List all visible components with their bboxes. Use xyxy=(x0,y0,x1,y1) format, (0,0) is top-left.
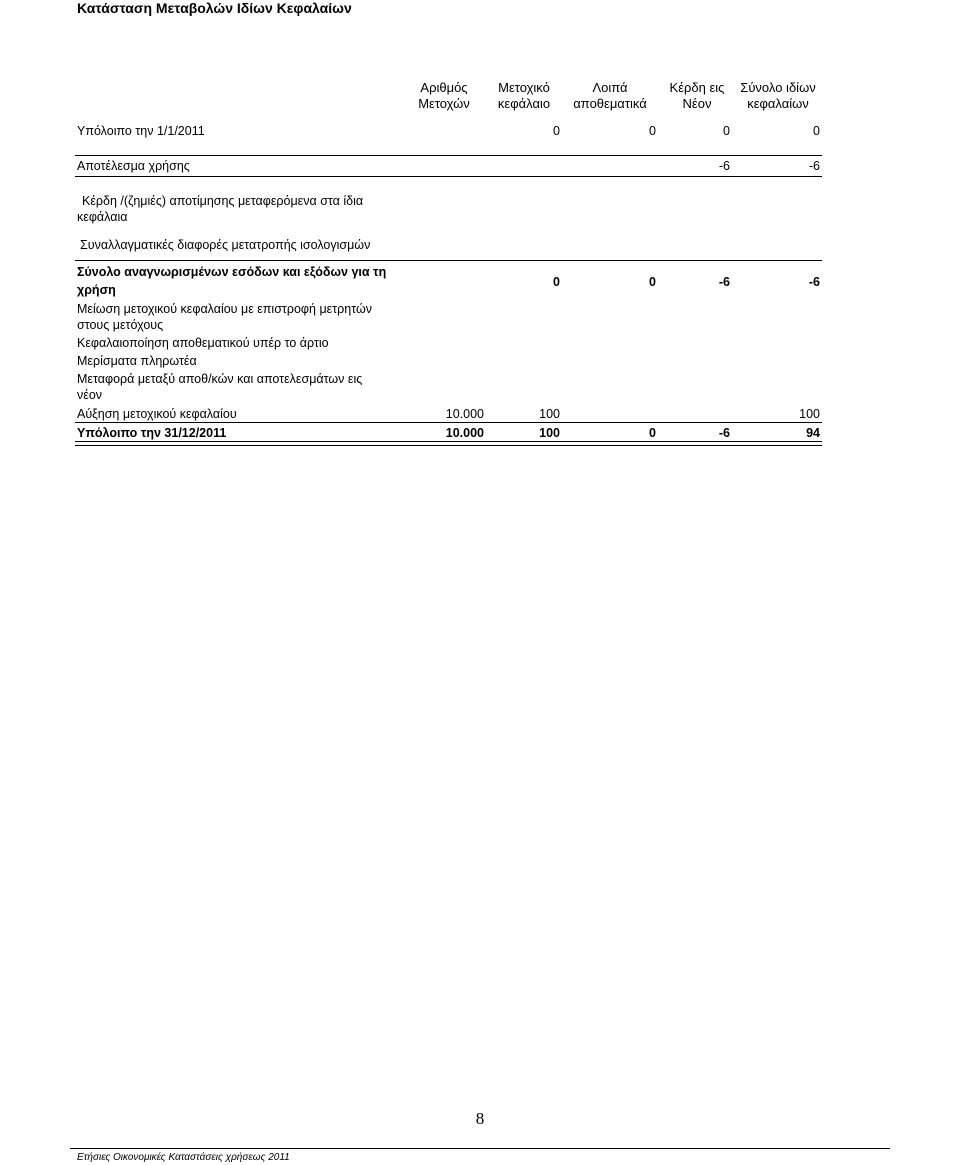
column-header-line: Σύνολο ιδίων xyxy=(740,80,816,95)
cell-total-income-share-capital: 0 xyxy=(553,275,560,289)
footer-text: Ετήσιες Οικονομικές Καταστάσεις χρήσεως 2011 xyxy=(77,1152,290,1163)
row-label-fx-differences: Συναλλαγματικές διαφορές μετατροπής ισολογισμών xyxy=(80,238,371,252)
row-label-fair-value-cont: κεφάλαια xyxy=(77,210,128,224)
column-header-line: κεφαλαίων xyxy=(747,96,809,111)
cell-capital-increase-total-equity: 100 xyxy=(799,407,820,421)
cell-closing-total-equity: 94 xyxy=(806,426,820,440)
row-label-capital-reduction: Μείωση μετοχικού κεφαλαίου με επιστροφή μετρητών xyxy=(77,302,373,316)
cell-total-income-other-reserves: 0 xyxy=(649,275,656,289)
cell-closing-share-capital: 100 xyxy=(539,426,560,440)
column-header-retained-earnings xyxy=(658,80,736,112)
cell-opening-other-reserves: 0 xyxy=(649,124,656,138)
row-label-total-income-cont: χρήση xyxy=(77,283,116,297)
rule-line xyxy=(75,155,822,156)
cell-capital-increase-shares: 10.000 xyxy=(445,407,484,421)
cell-total-income-total-equity: -6 xyxy=(808,275,820,289)
rule-line xyxy=(75,422,822,423)
column-header-line: Μετοχών xyxy=(418,96,470,111)
cell-closing-other-reserves: 0 xyxy=(649,426,656,440)
page-number: 8 xyxy=(475,1109,485,1128)
row-label-closing-balance: Υπόλοιπο την 31/12/2011 xyxy=(77,426,227,440)
column-header-line: Μετοχικό xyxy=(498,80,550,95)
page-title: Κατάσταση Μεταβολών Ιδίων Κεφαλαίων xyxy=(77,0,352,16)
cell-closing-shares: 10.000 xyxy=(445,426,484,440)
column-header-total-equity xyxy=(730,80,826,112)
cell-result-total-equity: -6 xyxy=(808,159,820,173)
column-header-line: Κέρδη εις xyxy=(669,80,725,95)
row-label-transfer-cont: νέον xyxy=(77,388,103,402)
row-label-transfer: Μεταφορά μεταξύ αποθ/κών και αποτελεσμάτων εις xyxy=(77,372,363,386)
column-header-line: Νέον xyxy=(682,96,712,111)
row-label-opening-balance: Υπόλοιπο την 1/1/2011 xyxy=(77,124,205,138)
cell-total-income-retained-earnings: -6 xyxy=(718,275,730,289)
cell-closing-retained-earnings: -6 xyxy=(718,426,730,440)
column-header-line: κεφάλαιο xyxy=(497,96,551,111)
row-label-total-income: Σύνολο αναγνωρισμένων εσόδων και εξόδων για τη xyxy=(77,265,387,279)
row-label-capital-increase: Αύξηση μετοχικού κεφαλαίου xyxy=(77,407,237,421)
cell-capital-increase-share-capital: 100 xyxy=(539,407,560,421)
cell-opening-total-equity: 0 xyxy=(813,124,820,138)
footer-rule xyxy=(70,1148,890,1149)
rule-line xyxy=(75,260,822,261)
column-header-share-capital xyxy=(484,80,564,112)
row-label-result: Αποτέλεσμα χρήσης xyxy=(77,159,190,173)
rule-line xyxy=(75,176,822,177)
column-header-line: Λοιπά xyxy=(592,80,628,95)
double-rule-line xyxy=(75,441,822,446)
cell-opening-share-capital: 0 xyxy=(553,124,560,138)
row-label-capitalization: Κεφαλαιοποίηση αποθεματικού υπέρ το άρτιο xyxy=(77,336,329,350)
cell-opening-retained-earnings: 0 xyxy=(723,124,730,138)
column-header-line: αποθεματικά xyxy=(573,96,647,111)
row-label-capital-reduction-cont: στους μετόχους xyxy=(77,318,164,332)
row-label-fair-value: Κέρδη /(ζημιές) αποτίμησης μεταφερόμενα στα ίδια xyxy=(82,194,364,208)
row-label-dividends: Μερίσματα πληρωτέα xyxy=(77,354,197,368)
column-header-line: Αριθμός xyxy=(420,80,468,95)
cell-result-retained-earnings: -6 xyxy=(718,159,730,173)
column-header-other-reserves xyxy=(564,80,656,112)
column-header-shares xyxy=(404,80,484,112)
